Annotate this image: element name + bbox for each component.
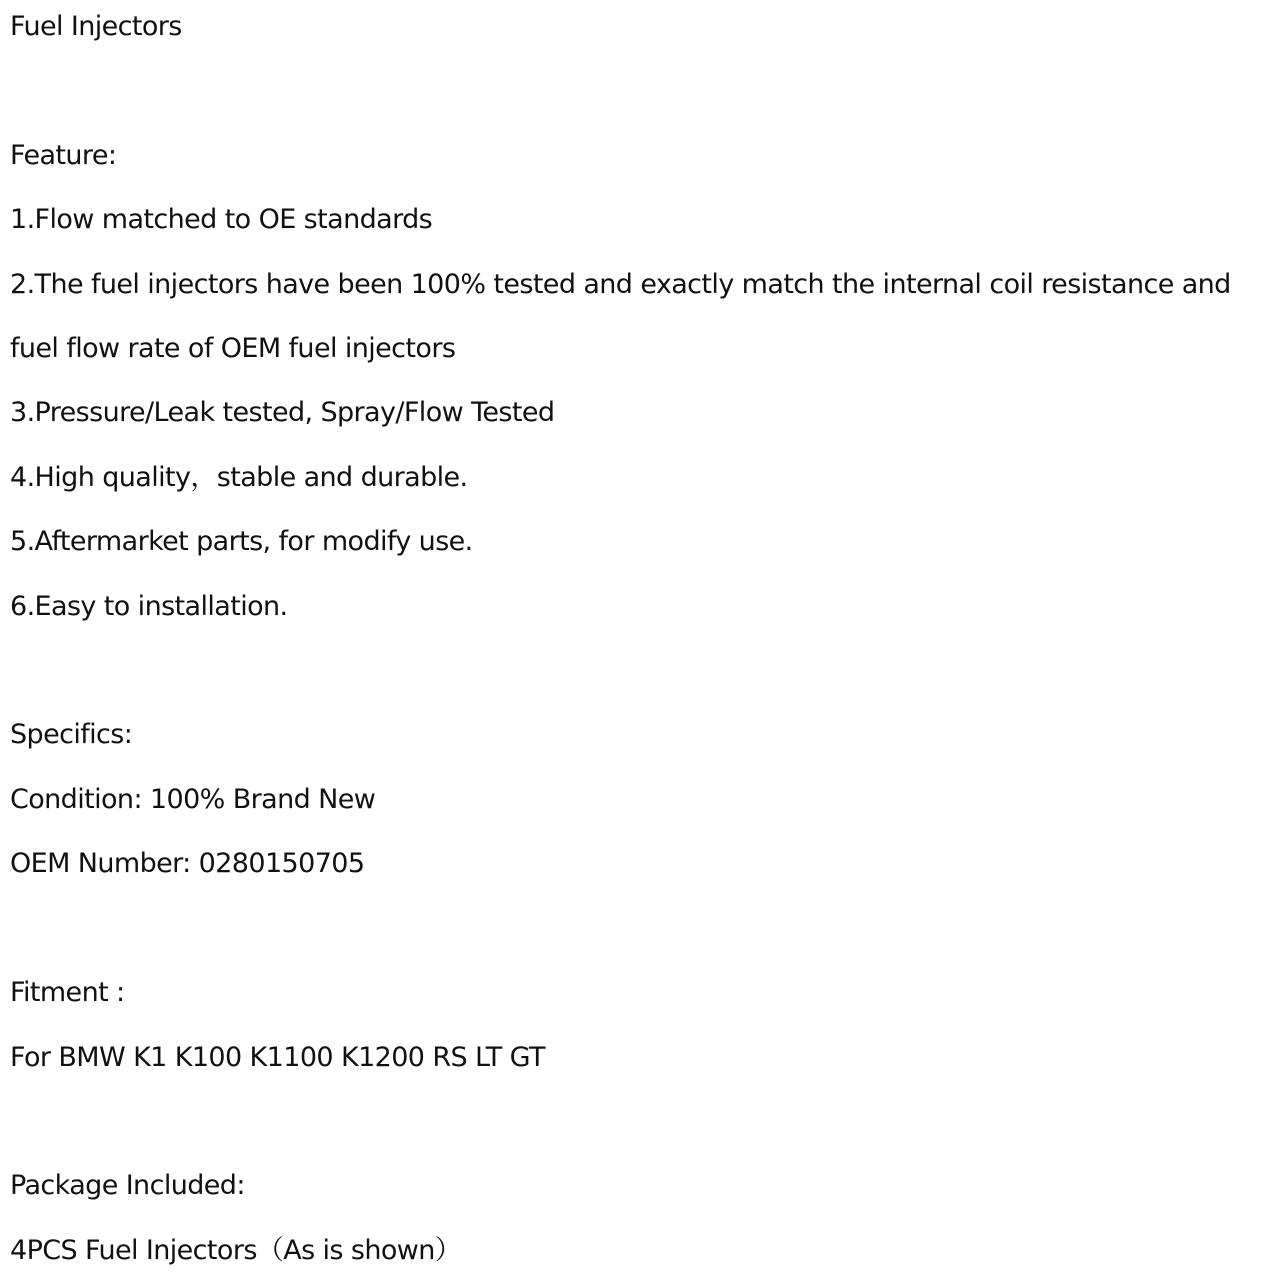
oem-number-text: OEM Number: 0280150705 — [10, 848, 365, 879]
package-text: 4PCS Fuel Injectors（As is shown） — [10, 1235, 462, 1266]
feature-heading: Feature: — [10, 140, 117, 171]
feature-item-2: 2.The fuel injectors have been 100% tested and exactly match the internal coil resistance and — [10, 269, 1231, 300]
feature-item-5: 5.Aftermarket parts, for modify use. — [10, 526, 473, 557]
feature-item-6: 6.Easy to installation. — [10, 591, 288, 622]
feature-item-1: 1.Flow matched to OE standards — [10, 204, 433, 235]
feature-item-2-continued: fuel flow rate of OEM fuel injectors — [10, 333, 456, 364]
feature-item-3: 3.Pressure/Leak tested, Spray/Flow Tested — [10, 397, 555, 428]
specifics-heading: Specifics: — [10, 719, 133, 750]
feature-item-4: 4.High quality，stable and durable. — [10, 462, 468, 493]
fitment-heading: Fitment : — [10, 977, 125, 1008]
fitment-text: For BMW K1 K100 K1100 K1200 RS LT GT — [10, 1042, 545, 1073]
package-heading: Package Included: — [10, 1170, 245, 1201]
condition-text: Condition: 100% Brand New — [10, 784, 376, 815]
document-title: Fuel Injectors — [10, 11, 182, 42]
